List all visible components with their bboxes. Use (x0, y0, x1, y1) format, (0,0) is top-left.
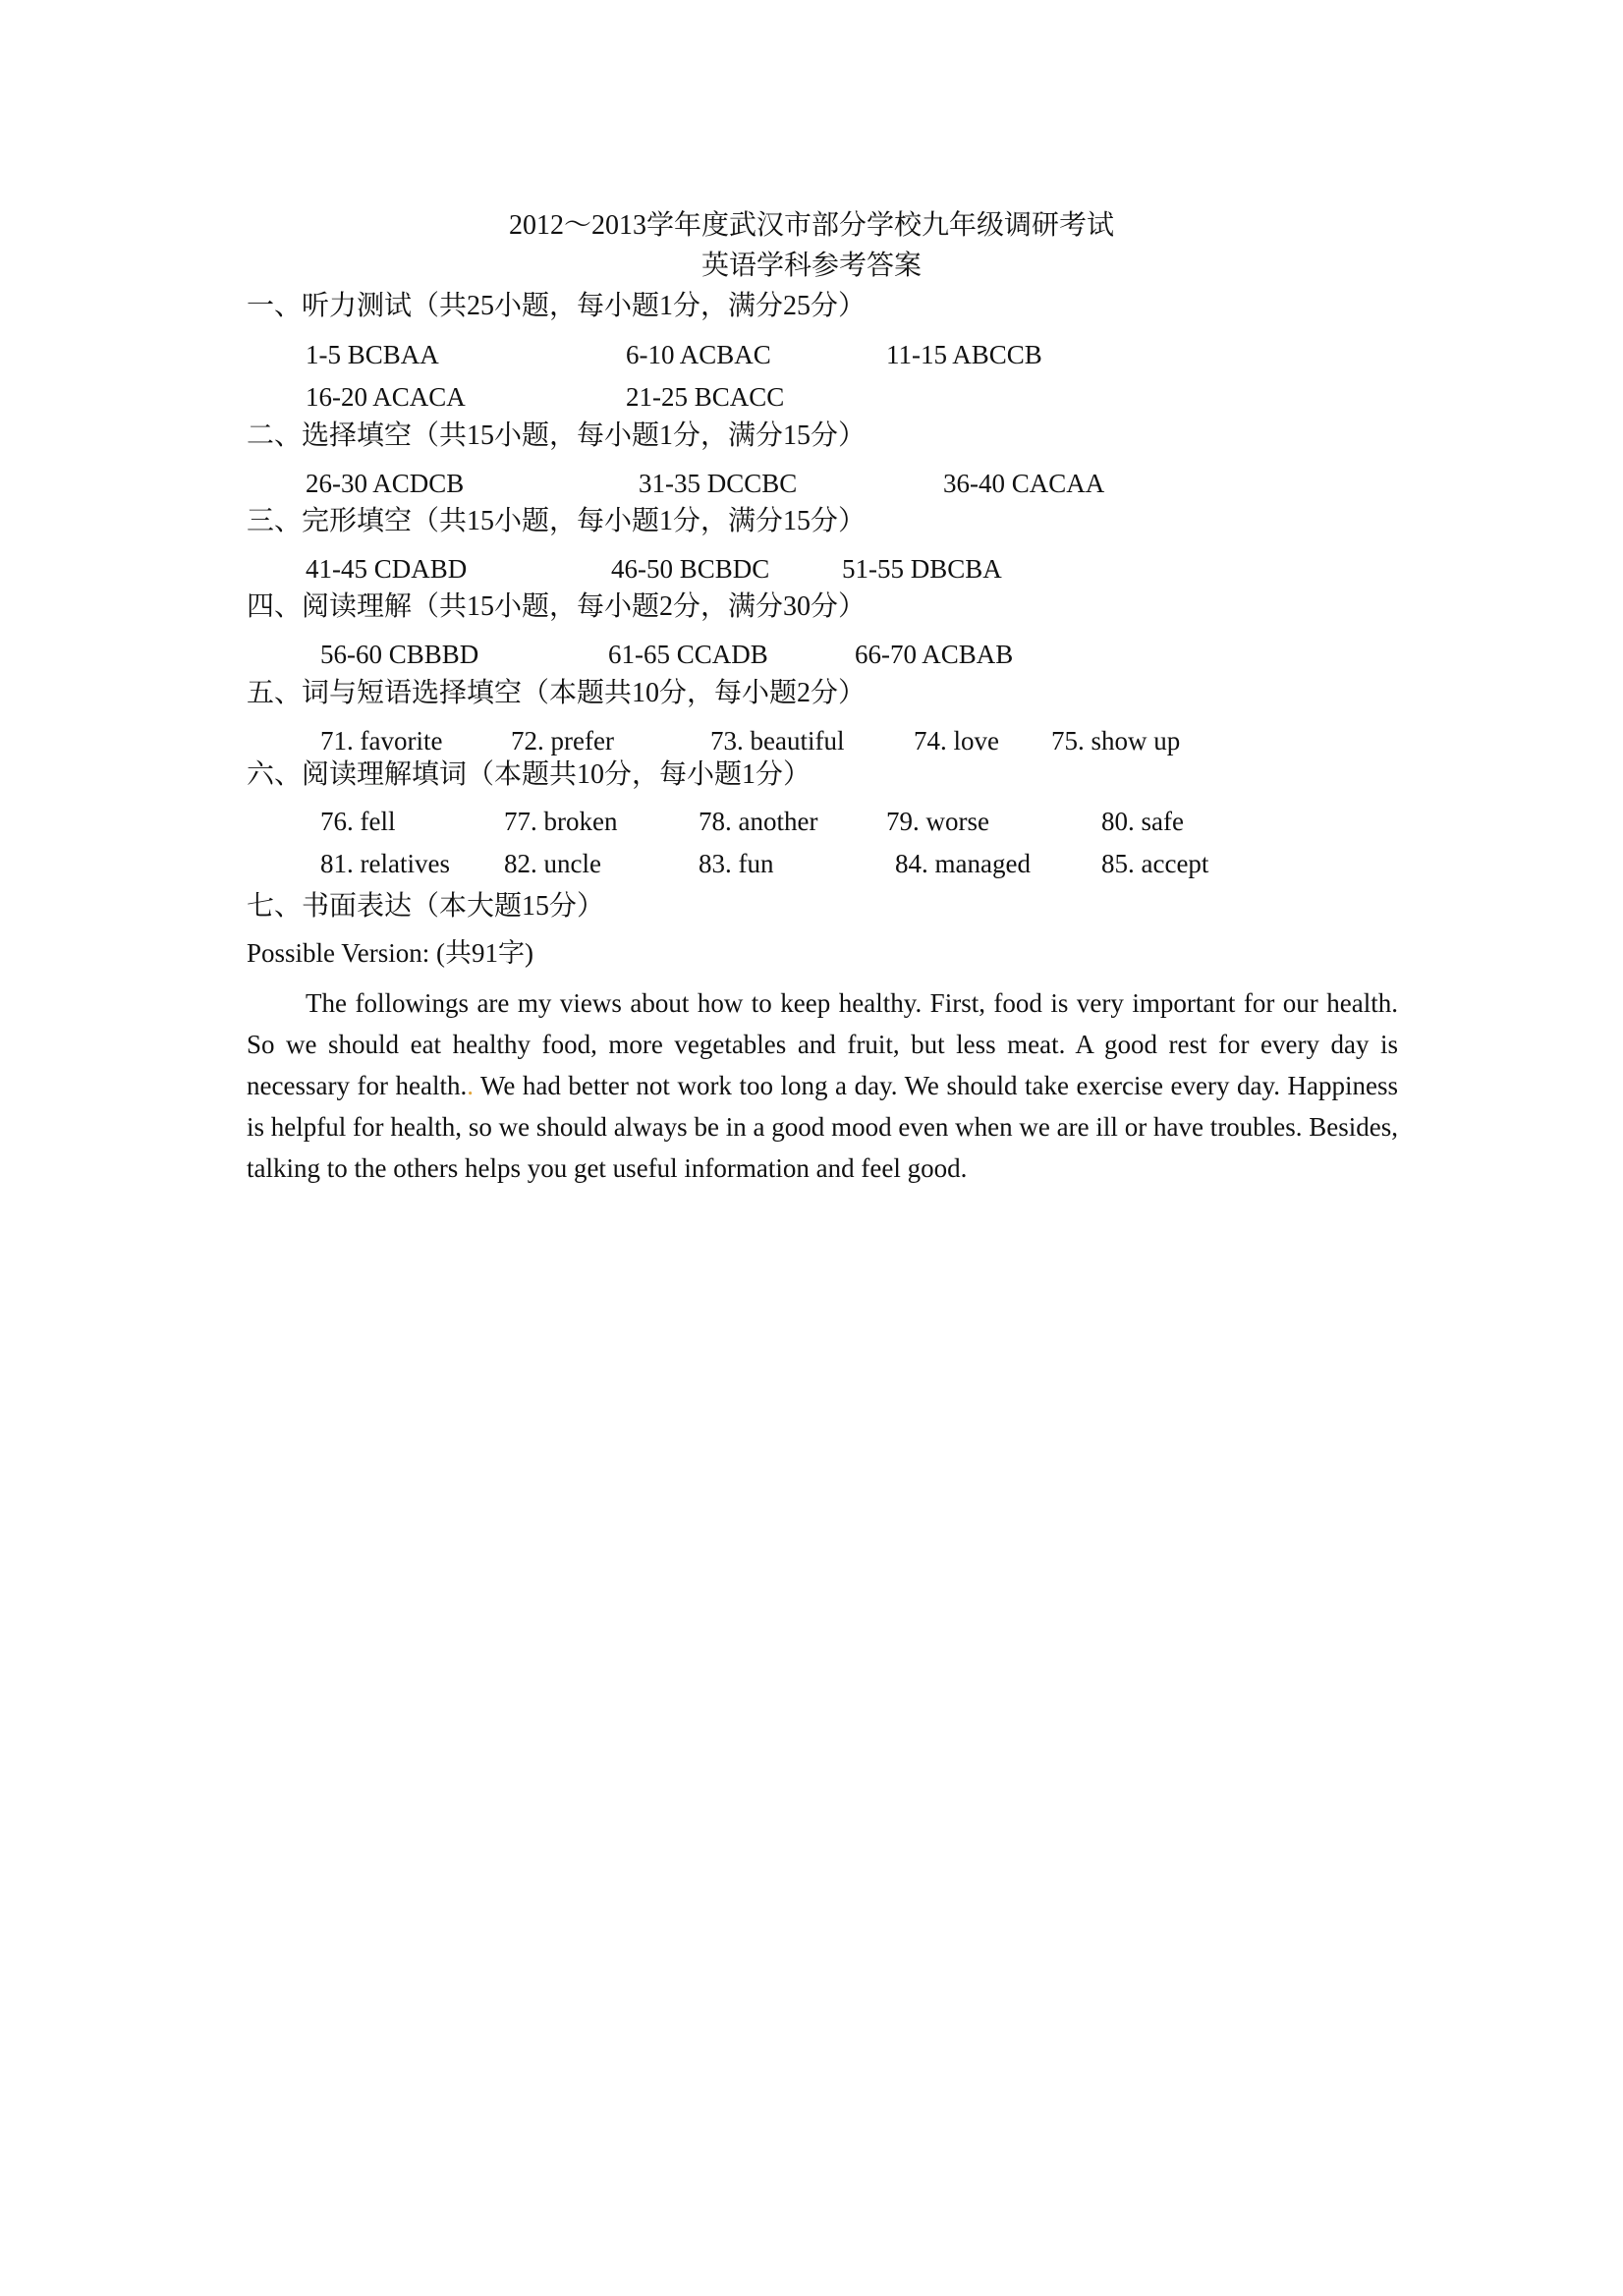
answer-group: 21-25 BCACC (626, 382, 785, 412)
answer-group: 51-55 DBCBA (842, 554, 1002, 584)
page-title: 2012～2013学年度武汉市部分学校九年级调研考试 (508, 210, 1114, 241)
answer-group: 41-45 CDABD (306, 554, 468, 584)
section-heading: 三、完形填空（共15小题，每小题1分，满分15分） (247, 506, 867, 536)
answer-item: 74. love (914, 726, 999, 756)
essay-text: The followings are my views about how to keep healthy. First, food is very important for our health. So we should eat healthy food, more vegetables and fruit, but less meat. A good rest for every day is necessary for health. (247, 988, 1398, 1100)
section-heading: 二、选择填空（共15小题，每小题1分，满分15分） (247, 420, 867, 451)
essay-orange-dot: . (467, 1071, 474, 1100)
essay-label: Possible Version: (共91字) (247, 938, 534, 968)
section-heading: 四、阅读理解（共15小题，每小题2分，满分30分） (247, 591, 867, 622)
answer-group: 6-10 ACBAC (626, 340, 771, 369)
answer-group: 61-65 CCADB (608, 640, 768, 669)
answer-item: 85. accept (1101, 849, 1209, 878)
answer-item: 71. favorite (320, 726, 443, 756)
answer-item: 77. broken (504, 807, 618, 836)
section-heading: 六、阅读理解填词（本题共10分，每小题1分） (247, 759, 812, 790)
answer-group: 31-35 DCCBC (639, 469, 798, 498)
answer-group: 26-30 ACDCB (306, 469, 465, 498)
answer-item: 72. prefer (511, 726, 614, 756)
answer-item: 76. fell (320, 807, 396, 836)
answer-group: 1-5 BCBAA (306, 340, 439, 369)
essay-paragraph (247, 982, 1398, 1189)
answer-group: 56-60 CBBBD (320, 640, 479, 669)
answer-item: 80. safe (1101, 807, 1184, 836)
answer-group: 16-20 ACACA (306, 382, 466, 412)
answer-item: 75. show up (1051, 726, 1181, 756)
page-subtitle: 英语学科参考答案 (700, 251, 922, 281)
section-heading: 七、书面表达（本大题15分） (247, 891, 605, 922)
answer-item: 81. relatives (320, 849, 450, 878)
answer-item: 73. beautiful (710, 726, 845, 756)
section-heading: 一、听力测试（共25小题，每小题1分，满分25分） (247, 291, 867, 321)
section-heading: 五、词与短语选择填空（本题共10分，每小题2分） (247, 678, 867, 708)
answer-group: 46-50 BCBDC (611, 554, 770, 584)
answer-group: 36-40 CACAA (943, 469, 1105, 498)
essay-text: We had better not work too long a day. We should take exercise every day. Happiness is helpful for health, so we should always be in a good mood even when we are ill or have troubles. Besides, talking to the others helps you get useful information and feel good. (247, 1071, 1398, 1183)
answer-item: 84. managed (895, 849, 1031, 878)
answer-item: 79. worse (886, 807, 989, 836)
answer-group: 66-70 ACBAB (855, 640, 1014, 669)
answer-item: 82. uncle (504, 849, 601, 878)
answer-item: 78. another (699, 807, 818, 836)
answer-item: 83. fun (699, 849, 774, 878)
answer-group: 11-15 ABCCB (886, 340, 1042, 369)
